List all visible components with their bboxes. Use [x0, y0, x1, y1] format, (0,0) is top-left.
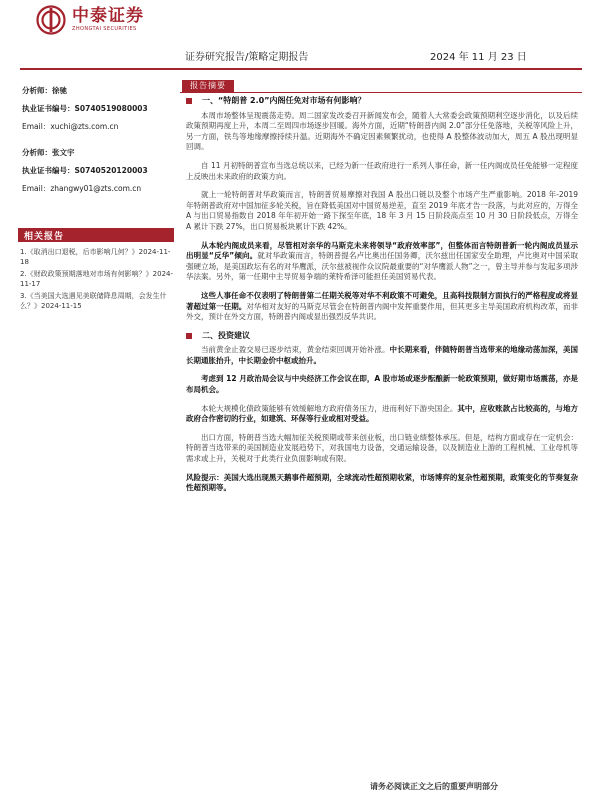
report-summary — [186, 96, 578, 502]
email-label: Email： — [22, 184, 51, 193]
related-reports-title: 相关报告 — [24, 232, 65, 242]
related-report-link[interactable]: 2.《财政政策预期落地对市场有何影响？》2024-11-17 — [20, 270, 174, 288]
cert-number: S0740520120003 — [74, 166, 148, 175]
related-report-link[interactable]: 3.《当美国大选遇见美联储降息周期，会发生什么？》2024-11-15 — [20, 292, 167, 310]
paragraph — [186, 291, 578, 323]
email-link[interactable]: xuchi@zts.com.cn — [50, 122, 119, 131]
cert-2 — [22, 166, 172, 176]
report-type: 证券研究报告/策略定期报告 — [185, 52, 309, 63]
section-heading — [186, 331, 578, 342]
logo-english-text: ZHONGTAI SECURITIES — [72, 26, 137, 32]
email-label: Email： — [22, 122, 51, 131]
email-1 — [22, 122, 172, 132]
bold-text: 中长期来看，伴随特朗普当选带来的地缘动荡加深，美国长期通胀抬升，中长期金价中枢或抬升。 — [186, 345, 579, 365]
body-text: 就对华政策而言，特朗普提名卢比奥出任国务卿，沃尔兹出任国家安全助理，卢比奥对中国采取强硬立场，是美国政坛有名的对华鹰派，沃尔兹被视作众议院最重要的“对华鹰派人物”之一，曾主导并参与发起多项涉华法案。另外，第一任期中主导贸易争端的莱特希泽可能担任美国贸易代表。 — [186, 251, 579, 282]
report-date: 2024 年 11 月 23 日 — [430, 52, 527, 63]
analyst-name: 张文宇 — [52, 148, 75, 157]
email-link[interactable]: zhangwy01@zts.com.cn — [50, 184, 142, 193]
body-text: 本轮大规模化债政策能够有效缓解地方政府债务压力，进而利好下游央国企。 — [201, 403, 458, 413]
paragraph — [186, 241, 578, 283]
paragraph — [186, 345, 578, 366]
section-bullet-icon — [186, 333, 192, 339]
company-logo — [36, 5, 144, 35]
cert-label: 执业证书编号： — [22, 166, 75, 175]
disclaimer-note: 请务必阅读正文之后的重要声明部分 — [370, 782, 498, 791]
logo-chinese-text: 中泰证券 — [72, 6, 144, 26]
zhongtai-logo-icon — [36, 5, 66, 35]
section-bullet-icon — [186, 98, 192, 104]
cert-1 — [22, 104, 172, 114]
section-title: 一、“特朗普 2.0”内阁任免对市场有何影响？ — [202, 96, 366, 105]
analyst-name: 徐驰 — [52, 86, 67, 95]
bold-text: 从本轮内阁成员来看，尽管相对亲华的马斯克未来将领导“政府效率部”，但整体而言特朗普新一轮内阁成员显示出明显“反华”倾向。 — [186, 240, 578, 261]
summary-tab-label: 报告摘要 — [182, 80, 234, 92]
section-heading — [186, 96, 578, 107]
section-title: 二、投资建议 — [202, 330, 250, 340]
bold-text: 这些人事任命不仅表明了特朗普第二任期关税等对华不利政策不可避免，且高科技限制方面执行的严格程度或将显著超过第一任期。 — [186, 290, 578, 311]
bold-text: 考虑到 12 月政治局会议与中央经济工作会议在即，A 股市场或逐步酝酿新一轮政策预期，做好期市场震荡，亦是布局机会。 — [186, 374, 578, 395]
body-text: 对华相对友好的马斯克尽管会在特朗普内阁中发挥重要作用，但其更多主导美国政府机构改革，而非外交，预计在外交方面，特朗普内阁或显出强烈反华共识。 — [186, 301, 579, 322]
header-divider — [20, 68, 582, 70]
analyst-label: 分析师： — [22, 148, 52, 157]
body-text: 当前黄金止盈交易已逐步结束，黄金结束回调开始补涨。 — [201, 345, 390, 355]
analyst-1 — [22, 86, 172, 96]
summary-tab-rule — [180, 80, 582, 93]
related-reports-list — [20, 248, 178, 314]
paragraph: 出口方面，特朗普当选大幅加征关税预期或带来创业板，出口链业绩整体承压。但是，结构方面或存在一定机会：特朗普当选带来的美国制造业发展趋势下，对我国电力设备，交通运输设备，以及制造业上游的工程机械、工业母机等需求或上升，关税对于此类行业负面影响或有限。 — [186, 432, 578, 464]
risk-warning-text: 风险提示：美国大选出现黑天鹅事件超预期，全球流动性超预期收紧，市场博弈的复杂性超预期，政策变化的节奏复杂性超预期等。 — [186, 472, 578, 493]
risk-warning — [186, 473, 578, 494]
analyst-label: 分析师： — [22, 86, 52, 95]
paragraph: 就上一轮特朗普对华政策而言，特朗普贸易摩擦对我国 A 股出口链以及整个市场产生严重影响。2018 年-2019 年特朗普政府对中国加征多轮关税，旨在降低美国对中国贸易逆差，直至 2019 年底才告一段落，与此对应的，万得全 A 与出口贸易指数自 2018 年年初开始一路下探至年底，18 年 3 月 15 日阶段高点至 10 月 30 日阶段低点，万得全 A 累计下跌 27%，出口贸易板块累计下跌 42%。 — [186, 190, 578, 231]
email-2 — [22, 184, 172, 194]
paragraph: 本周市场整体呈现震荡走势。周二国家发改委召开新闻发布会，随着人大常委会政策预期利空逐步消化，以及后续政策预期再度上升，本周二至周四市场逐步回暖。海外方面，近期“特朗普内阁 2.0”部分任免落地，关税等风险上升，另一方面，铁鸟等地缘摩擦持续升温。近期海外不确定因素频繁扰动，也使得 A 股整体波动加大，周五 A 股出现明显回调。 — [186, 110, 578, 152]
paragraph — [186, 374, 578, 395]
paragraph: 自 11 月初特朗普宣布当选总统以来，已经为新一任政府进行一系列人事任命，新一任内阁成员任免能够一定程度上反映出未来政府的政策方向。 — [186, 160, 578, 181]
analyst-2 — [22, 148, 172, 158]
related-report-link[interactable]: 1.《取消出口退税，后市影响几何？》2024-11-18 — [20, 248, 171, 266]
cert-number: S0740519080003 — [74, 104, 148, 113]
paragraph — [186, 404, 578, 425]
cert-label: 执业证书编号： — [22, 104, 75, 113]
analyst-info — [22, 86, 172, 202]
bold-text: 其中，应收账款占比较高的，与地方政府合作密切的行业，如建筑、环保等行业或相对受益。 — [186, 403, 579, 424]
